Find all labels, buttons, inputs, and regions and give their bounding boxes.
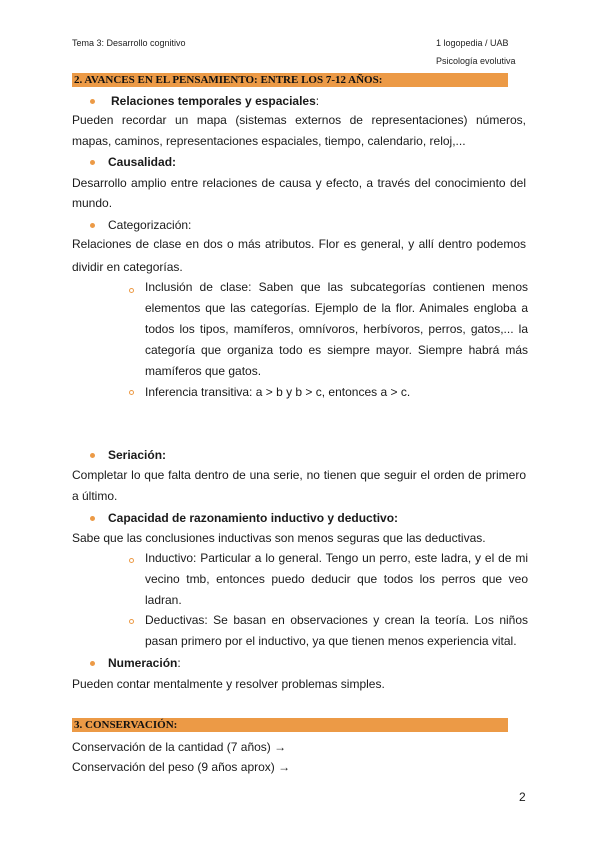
header-left: Tema 3: Desarrollo cognitivo [72,38,186,48]
bullet-numeracion [108,653,181,674]
sub-line: ladran. [145,593,182,607]
sub-line: categoría que organiza todo es siempre mayor. Siempre habrá más [145,343,528,357]
relaciones-title-suffix: : [315,94,320,108]
paragraph-line: dividir en categorías. [72,260,183,274]
paragraph-line: Relaciones de clase en dos o más atributos. Flor es general, y allí dentro podemos [72,237,526,251]
paragraph-line: Conservación del peso (9 años aprox) → [72,760,291,774]
numeracion-title: Numeración [108,656,178,670]
bullet-dot [90,453,95,458]
header-right-line2: Psicología evolutiva [436,56,516,66]
sub-bullet-ring [129,288,134,293]
relaciones-title: Relaciones temporales y espaciales [111,94,316,108]
paragraph-line: mundo. [72,196,113,210]
paragraph-line: Pueden recordar un mapa (sistemas externos de representaciones) números, [72,113,526,127]
bullet-dot [90,99,95,104]
seriacion-title: Seriación: [108,448,167,462]
paragraph-line: Completar lo que falta dentro de una serie, no tienen que seguir el orden de primero [72,468,526,482]
sub-line: todos los tipos, mamíferos, omnívoros, herbívoros, perros, gatos,... la [145,322,528,336]
page-number: 2 [519,790,526,804]
section-3-heading: 3. CONSERVACIÓN: [72,718,508,732]
sub-bullet-ring [129,558,134,563]
sub-line: Inductivo: Particular a lo general. Tengo un perro, este ladra, y el de mi [145,551,528,565]
sub-line: Deductivas: Se basan en observaciones y crean la teoría. Los niños [145,613,528,627]
sub-bullet-ring [129,619,134,624]
sub-bullet-ring [129,390,134,395]
razonamiento-title: Capacidad de razonamiento inductivo y deductivo: [108,511,399,525]
numeracion-title-suffix: : [177,656,181,670]
bullet-dot [90,516,95,521]
sub-line: Inferencia transitiva: a > b y b > c, entonces a > c. [145,385,411,399]
header-right-line1: 1 logopedia / UAB [436,38,509,48]
paragraph-line: Conservación de la cantidad (7 años) → [72,740,287,754]
paragraph-line: Pueden contar mentalmente y resolver problemas simples. [72,677,385,691]
paragraph-line: Sabe que las conclusiones inductivas son menos seguras que las deductivas. [72,531,486,545]
categorizacion-title: Categorización: [108,218,192,232]
paragraph-line: mapas, caminos, representaciones espaciales, tiempo, calendario, reloj,... [72,134,466,148]
bullet-dot [90,160,95,165]
paragraph-line: Desarrollo amplio entre relaciones de causa y efecto, a través del conocimiento del [72,176,526,190]
sub-line: elementos que las categorías. Ejemplo de la flor. Animales engloba a [145,301,528,315]
sub-line: Inclusión de clase: Saben que las subcategorías contienen menos [145,280,528,294]
sub-line: vecino tmb, entonces puedo deducir que todos los perros que veo [145,572,528,586]
bullet-relaciones [111,91,319,112]
sub-line: mamíferos que gatos. [145,364,262,378]
section-2-heading: 2. AVANCES EN EL PENSAMIENTO: ENTRE LOS 7-12 AÑOS: [72,73,508,87]
causalidad-title: Causalidad: [108,155,177,169]
bullet-dot [90,661,95,666]
sub-line: pasan primero por el inductivo, ya que tienen menos experiencia vital. [145,634,517,648]
bullet-dot [90,223,95,228]
paragraph-line: a último. [72,489,118,503]
